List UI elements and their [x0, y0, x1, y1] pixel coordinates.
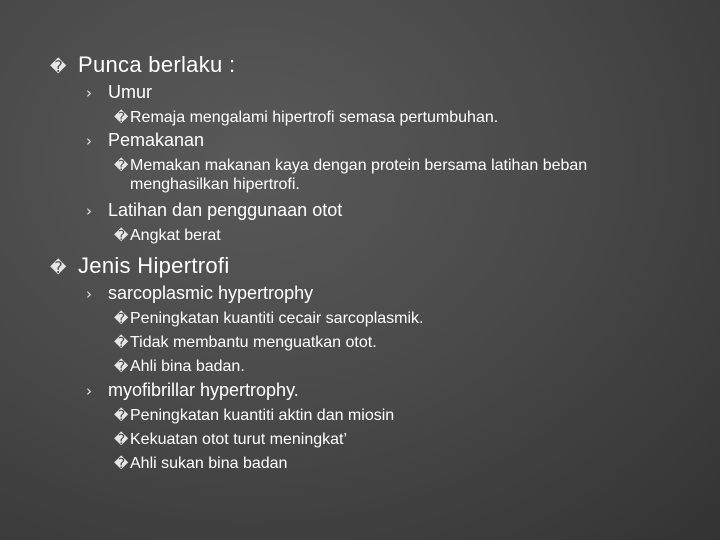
detail-item	[114, 108, 674, 127]
chevron-right-icon: ›	[86, 382, 92, 400]
subitem-sarcoplasmic	[86, 283, 313, 304]
chevron-right-icon: ›	[86, 285, 92, 303]
bullet-icon: �	[114, 432, 129, 448]
detail-text: Memakan makanan kaya dengan protein bersama latihan beban menghasilkan hipertrofi.	[130, 157, 588, 193]
detail-text: Ahli sukan bina badan	[130, 455, 288, 472]
subitem-latihan	[86, 200, 342, 221]
bullet-icon: �	[114, 359, 129, 375]
bullet-icon: �	[114, 408, 129, 424]
detail-item	[114, 430, 674, 449]
bullet-icon: �	[114, 311, 129, 327]
detail-item	[114, 454, 674, 473]
detail-text: Ahli bina badan.	[130, 358, 245, 375]
detail-text: Peningkatan kuantiti cecair sarcoplasmik.	[130, 310, 424, 327]
detail-text: Peningkatan kuantiti aktin dan miosin	[130, 407, 395, 424]
bullet-icon: �	[114, 456, 129, 472]
chevron-right-icon: ›	[86, 132, 92, 150]
section-heading-jenis	[50, 253, 230, 279]
bullet-icon: �	[50, 258, 67, 277]
bullet-icon: �	[114, 158, 129, 174]
detail-item	[114, 357, 674, 376]
chevron-right-icon: ›	[86, 84, 92, 102]
subitem-label: Latihan dan penggunaan otot	[108, 200, 343, 220]
subitem-label: Pemakanan	[108, 130, 205, 150]
subitem-label: sarcoplasmic hypertrophy	[108, 283, 314, 303]
detail-item	[114, 406, 674, 425]
detail-item	[114, 309, 674, 328]
detail-item	[114, 226, 674, 245]
detail-item	[114, 156, 654, 194]
section-title: Punca berlaku :	[78, 52, 236, 77]
section-title: Jenis Hipertrofi	[78, 253, 230, 278]
section-heading-punca	[50, 52, 235, 78]
detail-text: Remaja mengalami hipertrofi semasa pertumbuhan.	[130, 109, 499, 126]
bullet-icon: �	[50, 57, 67, 76]
subitem-myofibrillar	[86, 380, 299, 401]
bullet-icon: �	[114, 228, 129, 244]
subitem-umur	[86, 82, 152, 103]
bullet-icon: �	[114, 110, 129, 126]
subitem-pemakanan	[86, 130, 204, 151]
bullet-icon: �	[114, 335, 129, 351]
detail-text: Angkat berat	[130, 227, 221, 244]
subitem-label: Umur	[108, 82, 152, 102]
detail-text: Kekuatan otot turut meningkat’	[130, 431, 348, 448]
detail-item	[114, 333, 674, 352]
chevron-right-icon: ›	[86, 202, 92, 220]
detail-text: Tidak membantu menguatkan otot.	[130, 334, 377, 351]
subitem-label: myofibrillar hypertrophy.	[108, 380, 299, 400]
